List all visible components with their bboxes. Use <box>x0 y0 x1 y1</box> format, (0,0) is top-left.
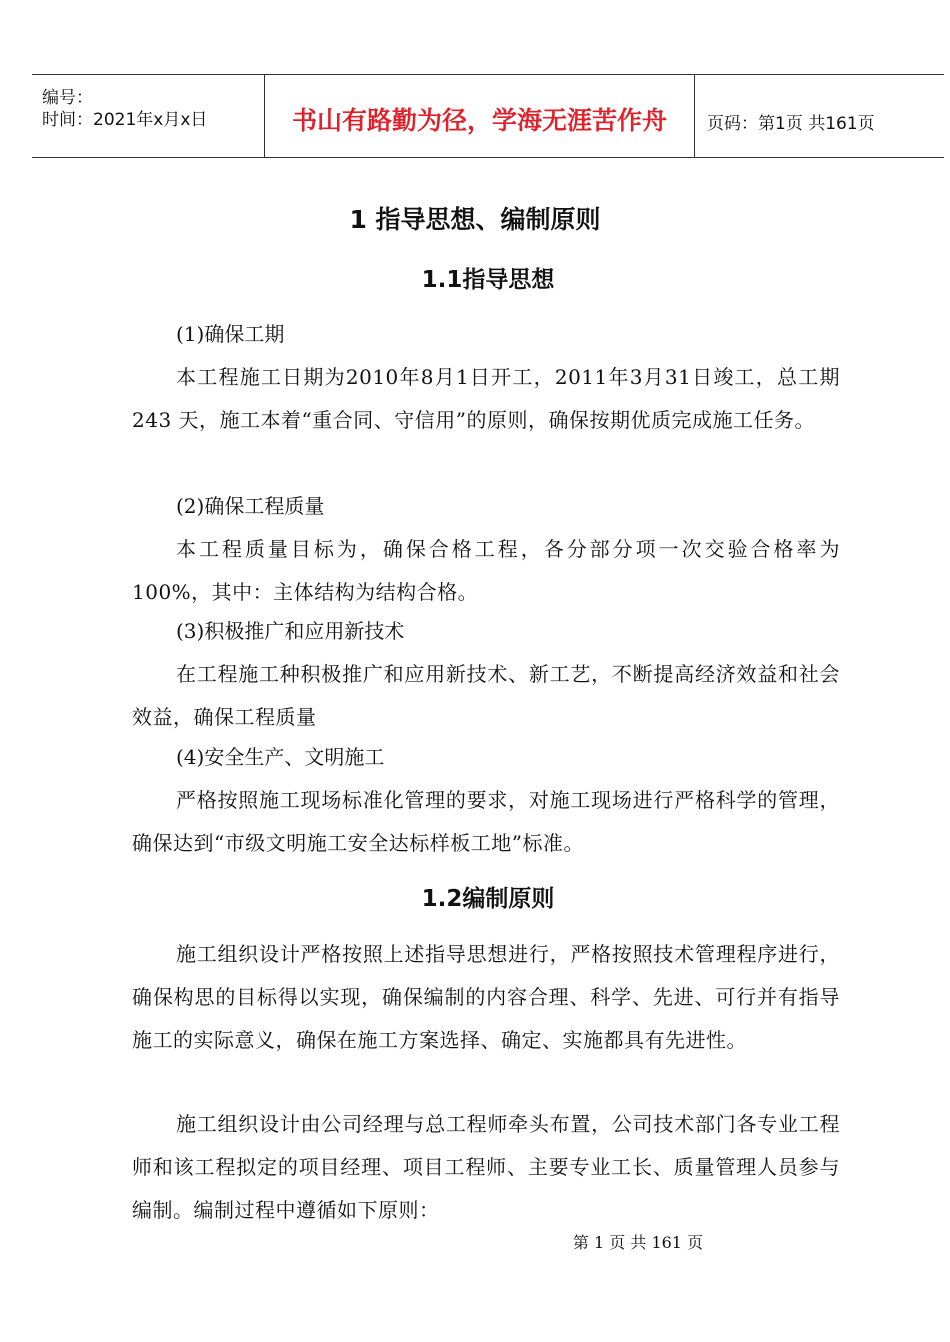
paragraph-principles-2: 施工组织设计由公司经理与总工程师牵头布置，公司技术部门各专业工程师和该工程拟定的项目经理、项目工程师、主要专业工长、质量管理人员参与编制。编制过程中遵循如下原则： <box>132 1112 840 1222</box>
section-title-1-2: 1.2编制原则 <box>421 886 555 912</box>
document-date-label: 时间：2021年x月x日 <box>42 110 208 130</box>
paragraph-schedule: 本工程施工日期为2010年8月1日开工，2011年3月31日竣工，总工期 243 天，施工本着“重合同、守信用”的原则，确保按期优质完成施工任务。 <box>132 365 840 432</box>
subheading-safety: (4)安全生产、文明施工 <box>176 745 385 769</box>
section-title-1-1: 1.1指导思想 <box>421 267 555 293</box>
paragraph-technology: 在工程施工种积极推广和应用新技术、新工艺，不断提高经济效益和社会效益，确保工程质量 <box>132 662 840 729</box>
page-footer: 第 1 页 共 161 页 <box>572 1233 704 1252</box>
header-page-number: 页码：第1页 共161页 <box>707 114 875 134</box>
paragraph-principles-1: 施工组织设计严格按照上述指导思想进行，严格按照技术管理程序进行，确保构思的目标得以实现，确保编制的内容合理、科学、先进、可行并有指导施工的实际意义，确保在施工方案选择、确定、实施都具有先进性。 <box>132 942 840 1052</box>
header-page-cell <box>695 75 944 157</box>
chapter-title: 1 指导思想、编制原则 <box>349 205 601 234</box>
paragraph-quality: 本工程质量目标为，确保合格工程，各分部分项一次交验合格率为100%，其中：主体结构为结构合格。 <box>132 537 840 604</box>
subheading-quality: (2)确保工程质量 <box>176 494 325 518</box>
header-motto-cell <box>265 75 695 157</box>
subheading-schedule: (1)确保工期 <box>176 322 285 346</box>
header-motto: 书山有路勤为径，学海无涯苦作舟 <box>291 106 667 135</box>
document-number-label: 编号： <box>42 88 93 108</box>
header-meta-cell <box>32 75 265 157</box>
paragraph-safety: 严格按照施工现场标准化管理的要求，对施工现场进行严格科学的管理，确保达到“市级文明施工安全达标样板工地”标准。 <box>132 788 840 855</box>
page-header <box>32 74 944 158</box>
subheading-technology: (3)积极推广和应用新技术 <box>176 619 405 643</box>
